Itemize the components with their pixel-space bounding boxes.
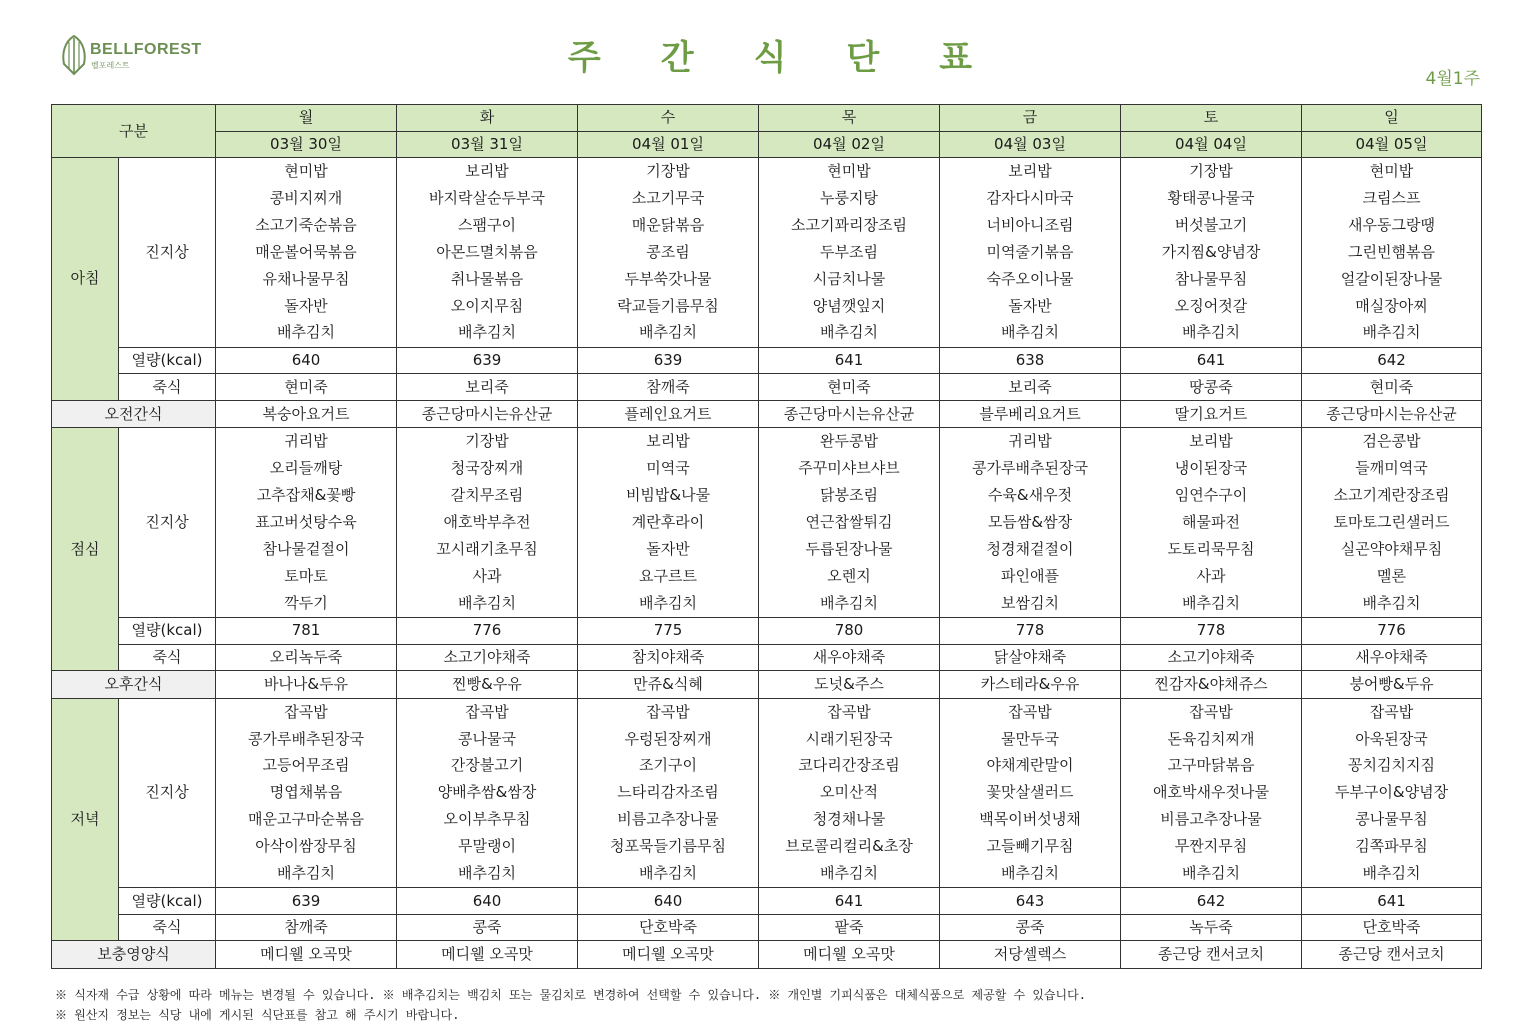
dinner-label: 저녁 <box>52 698 119 941</box>
menu-item: 고추잡채&꽃빵 <box>256 486 356 505</box>
menu-item: 귀리밥 <box>1008 432 1052 451</box>
menu-item: 오렌지 <box>827 566 871 585</box>
menu-item: 오징어젓갈 <box>1174 296 1248 315</box>
snack-item: 플레인요거트 <box>578 400 759 428</box>
menu-item: 고구마닭볶음 <box>1167 756 1255 775</box>
menu-item: 콩비지찌개 <box>269 188 343 207</box>
menu-item: 배추김치 <box>1362 863 1421 882</box>
porridge-value: 현미죽 <box>1302 374 1482 401</box>
menu-item: 가지찜&양념장 <box>1161 242 1261 261</box>
menu-item: 느타리감자조림 <box>617 783 719 802</box>
menu-item: 배추김치 <box>458 863 516 882</box>
calorie-value: 778 <box>940 617 1121 644</box>
table-row <box>52 671 1482 699</box>
menu-item: 계란후라이 <box>631 513 705 532</box>
day-header: 월 <box>216 105 397 132</box>
menu-item: 소고기죽순볶음 <box>255 215 357 234</box>
menu-item: 완두콩밥 <box>820 432 878 451</box>
menu-item: 잡곡밥 <box>1189 702 1233 721</box>
menu-item: 물만두국 <box>1001 729 1059 748</box>
menu-item: 청포묵들기름무침 <box>610 837 726 856</box>
menu-item: 배추김치 <box>1362 593 1421 612</box>
menu-item: 청국장찌개 <box>450 459 524 478</box>
breakfast-label: 아침 <box>52 158 119 401</box>
menu-item: 보쌈김치 <box>1001 593 1059 612</box>
menu-item: 미역줄기볶음 <box>986 242 1074 261</box>
menu-cell <box>397 698 578 888</box>
menu-item: 브로콜리컬리&초장 <box>785 837 913 856</box>
menu-item: 아몬드멸치볶음 <box>436 242 538 261</box>
menu-cell <box>216 158 397 348</box>
menu-item: 시금치나물 <box>812 269 886 288</box>
supplement-label: 보충영양식 <box>52 941 216 969</box>
porridge-value: 단호박죽 <box>578 914 759 941</box>
menu-item: 오이지무침 <box>450 296 524 315</box>
calorie-value: 639 <box>397 347 578 374</box>
calorie-value: 639 <box>578 347 759 374</box>
table-row <box>52 400 1482 428</box>
menu-cell <box>1121 428 1302 618</box>
menu-item: 보리밥 <box>646 432 690 451</box>
menu-item: 배추김치 <box>639 863 697 882</box>
snack-item: 종근당마시는유산균 <box>397 400 578 428</box>
snack-item: 블루베리요거트 <box>940 400 1121 428</box>
menu-item: 무짠지무침 <box>1174 837 1248 856</box>
menu-cell <box>940 428 1121 618</box>
menu-item: 두부조림 <box>820 242 878 261</box>
menu-item: 고등어무조림 <box>262 756 350 775</box>
porridge-value: 녹두죽 <box>1121 914 1302 941</box>
menu-item: 사과 <box>1196 566 1226 585</box>
menu-item: 돌자반 <box>1008 296 1052 315</box>
menu-item: 두부구이&양념장 <box>1334 783 1449 802</box>
menu-item: 깍두기 <box>284 593 328 612</box>
menu-item: 크림스프 <box>1362 188 1421 207</box>
table-row <box>52 914 1482 941</box>
menu-item: 콩가루배추된장국 <box>248 729 364 748</box>
snack-item: 붕어빵&두유 <box>1302 671 1482 699</box>
calorie-value: 641 <box>1302 888 1482 915</box>
table-row <box>52 941 1482 969</box>
brand-sub: 벨포레스트 <box>91 61 130 70</box>
menu-item: 얼갈이된장나물 <box>1340 269 1443 288</box>
calorie-value: 640 <box>397 888 578 915</box>
menu-item: 닭봉조림 <box>820 486 878 505</box>
menu-item: 잡곡밥 <box>284 702 328 721</box>
menu-item: 새우동그랑땡 <box>1348 215 1435 234</box>
menu-item: 멜론 <box>1377 566 1406 585</box>
menu-item: 보리밥 <box>1189 432 1233 451</box>
day-header: 목 <box>759 105 940 132</box>
menu-item: 백목이버섯냉채 <box>979 810 1081 829</box>
menu-item: 콩나물무침 <box>1355 810 1428 829</box>
menu-item: 요구르트 <box>639 566 697 585</box>
menu-item: 기장밥 <box>465 432 509 451</box>
notes <box>55 985 1495 1025</box>
menu-item: 보리밥 <box>465 162 509 181</box>
porridge-value: 소고기야채죽 <box>1121 644 1302 671</box>
menu-item: 두부쑥갓나물 <box>624 269 712 288</box>
week-label: 4월1주 <box>1425 69 1480 89</box>
calorie-label: 열량(kcal) <box>119 617 216 644</box>
snack-item: 종근당 캔서코치 <box>1302 941 1482 969</box>
menu-item: 검은콩밥 <box>1362 432 1421 451</box>
menu-cell <box>940 698 1121 888</box>
snack-item: 딸기요거트 <box>1121 400 1302 428</box>
menu-item: 간장불고기 <box>450 756 524 775</box>
menu-item: 너비아니조림 <box>986 215 1074 234</box>
menu-cell <box>1302 428 1482 618</box>
porridge-value: 참치야채죽 <box>578 644 759 671</box>
porridge-value: 팥죽 <box>759 914 940 941</box>
menu-item: 콩조림 <box>646 242 690 261</box>
menu-item: 코다리간장조림 <box>798 756 900 775</box>
porridge-value: 현미죽 <box>216 374 397 401</box>
porridge-value: 현미죽 <box>759 374 940 401</box>
porridge-value: 콩죽 <box>397 914 578 941</box>
menu-item: 꼬시래기초무침 <box>436 539 538 558</box>
am_snack-label: 오전간식 <box>52 400 216 428</box>
day-header: 일 <box>1302 105 1482 132</box>
menu-item: 잡곡밥 <box>1369 702 1414 721</box>
menu-item: 주꾸미샤브샤브 <box>798 459 900 478</box>
menu-cell <box>1302 698 1482 888</box>
snack-item: 찐감자&야채쥬스 <box>1121 671 1302 699</box>
date-header: 04월 05일 <box>1302 131 1482 158</box>
porridge-value: 콩죽 <box>940 914 1121 941</box>
menu-item: 해물파전 <box>1182 513 1240 532</box>
menu-item: 배추김치 <box>820 593 878 612</box>
menu-item: 황태콩나물국 <box>1167 188 1255 207</box>
day-header: 토 <box>1121 105 1302 132</box>
menu-cell <box>1121 698 1302 888</box>
calorie-value: 776 <box>397 617 578 644</box>
menu-item: 배추김치 <box>277 863 335 882</box>
table-row <box>52 888 1482 915</box>
snack-item: 종근당 캔서코치 <box>1121 941 1302 969</box>
snack-item: 메디웰 오곡맛 <box>216 941 397 969</box>
note-line: ※ 식자재 수급 상황에 따라 메뉴는 변경될 수 있습니다. ※ 배추김치는 백김치 또는 물김치로 변경하여 선택할 수 있습니다. ※ 개인별 기피식품은 대체식품으로 제공할 수 있습니다. <box>55 988 1086 1002</box>
menu-item: 오미산적 <box>820 783 878 802</box>
menu-item: 유채나물무침 <box>262 269 350 288</box>
porridge-value: 보리죽 <box>397 374 578 401</box>
menu-item: 미역국 <box>646 459 690 478</box>
menu-item: 양념깻잎지 <box>812 296 886 315</box>
calorie-label: 열량(kcal) <box>119 888 216 915</box>
menu-item: 애호박새우젓나물 <box>1153 783 1269 802</box>
menu-item: 매운볼어묵볶음 <box>255 242 357 261</box>
table-row <box>52 617 1482 644</box>
menu-item: 김쪽파무침 <box>1355 837 1428 856</box>
menu-item: 수육&새우젓 <box>987 486 1073 505</box>
menu-item: 두릅된장나물 <box>805 539 893 558</box>
menu-item: 매운고구마순볶음 <box>248 810 364 829</box>
porridge-label: 죽식 <box>119 374 216 401</box>
menu-item: 갈치무조림 <box>450 486 524 505</box>
menu-cell <box>940 158 1121 348</box>
menu-item: 숙주오이나물 <box>986 269 1074 288</box>
menu-item: 배추김치 <box>1001 323 1059 342</box>
menu-item: 돌자반 <box>646 539 690 558</box>
date-header: 04월 02일 <box>759 131 940 158</box>
calorie-value: 640 <box>578 888 759 915</box>
menu-item: 기장밥 <box>1189 162 1233 181</box>
menu-item: 도토리묵무침 <box>1167 539 1255 558</box>
menu-item: 락교들기름무침 <box>617 296 719 315</box>
calorie-value: 642 <box>1121 888 1302 915</box>
porridge-value: 오리녹두죽 <box>216 644 397 671</box>
menu-item: 아삭이쌈장무침 <box>255 837 357 856</box>
snack-item: 도넛&주스 <box>759 671 940 699</box>
menu-item: 콩나물국 <box>458 729 516 748</box>
menu-item: 보리밥 <box>1008 162 1052 181</box>
pm_snack-label: 오후간식 <box>52 671 216 699</box>
weekly-menu-table <box>51 104 1482 969</box>
table-row <box>52 698 1482 888</box>
menu-item: 꽃맛살샐러드 <box>986 783 1074 802</box>
menu-cell <box>578 158 759 348</box>
menu-item: 청경채겉절이 <box>986 539 1074 558</box>
menu-item: 오이부추무침 <box>443 810 531 829</box>
calorie-value: 778 <box>1121 617 1302 644</box>
snack-item: 저당셀렉스 <box>940 941 1121 969</box>
menu-cell <box>759 698 940 888</box>
calorie-value: 780 <box>759 617 940 644</box>
porridge-value: 단호박죽 <box>1302 914 1482 941</box>
menu-item: 현미밥 <box>1369 162 1414 181</box>
calorie-value: 643 <box>940 888 1121 915</box>
table-row <box>52 347 1482 374</box>
menu-item: 청경채나물 <box>812 810 886 829</box>
calorie-value: 642 <box>1302 347 1482 374</box>
menu-item: 비름고추장나물 <box>1160 810 1262 829</box>
date-header: 03월 30일 <box>216 131 397 158</box>
day-header: 수 <box>578 105 759 132</box>
menu-item: 무말랭이 <box>458 837 516 856</box>
calorie-value: 641 <box>759 347 940 374</box>
menu-item: 배추김치 <box>1001 863 1059 882</box>
date-header: 04월 04일 <box>1121 131 1302 158</box>
menu-item: 귀리밥 <box>284 432 328 451</box>
menu-item: 꽁치김치지짐 <box>1348 756 1435 775</box>
table-row <box>52 644 1482 671</box>
menu-item: 기장밥 <box>646 162 690 181</box>
menu-item: 현미밥 <box>284 162 328 181</box>
calorie-value: 638 <box>940 347 1121 374</box>
menu-item: 매실장아찌 <box>1355 296 1428 315</box>
snack-item: 메디웰 오곡맛 <box>397 941 578 969</box>
menu-item: 배추김치 <box>1182 593 1240 612</box>
calorie-value: 641 <box>1121 347 1302 374</box>
menu-item: 사과 <box>472 566 502 585</box>
menu-item: 배추김치 <box>277 323 335 342</box>
menu-item: 배추김치 <box>1362 323 1421 342</box>
calorie-value: 776 <box>1302 617 1482 644</box>
porridge-label: 죽식 <box>119 644 216 671</box>
porridge-value: 땅콩죽 <box>1121 374 1302 401</box>
snack-item: 메디웰 오곡맛 <box>759 941 940 969</box>
menu-item: 배추김치 <box>820 863 878 882</box>
menu-item: 취나물볶음 <box>450 269 524 288</box>
menu-item: 배추김치 <box>458 323 516 342</box>
porridge-value: 닭살야채죽 <box>940 644 1121 671</box>
calorie-value: 641 <box>759 888 940 915</box>
menu-item: 매운닭볶음 <box>631 215 705 234</box>
menu-cell <box>397 428 578 618</box>
snack-item: 종근당마시는유산균 <box>1302 400 1482 428</box>
menu-cell <box>578 698 759 888</box>
menu-item: 누룽지탕 <box>820 188 878 207</box>
calorie-value: 639 <box>216 888 397 915</box>
main-course-label: 진지상 <box>119 158 216 348</box>
menu-item: 연근찹쌀튀김 <box>805 513 893 532</box>
brand-name: BELLFOREST <box>90 41 202 58</box>
table-row <box>52 131 1482 158</box>
menu-item: 소고기계란장조림 <box>1333 486 1450 505</box>
menu-item: 콩가루배추된장국 <box>972 459 1088 478</box>
menu-item: 잡곡밥 <box>646 702 690 721</box>
menu-item: 배추김치 <box>639 323 697 342</box>
menu-cell <box>397 158 578 348</box>
menu-item: 파인애플 <box>1001 566 1059 585</box>
date-header: 04월 03일 <box>940 131 1121 158</box>
menu-item: 참나물무침 <box>1174 269 1248 288</box>
note-line: ※ 원산지 정보는 식당 내에 게시된 식단표를 참고 해 주시기 바랍니다. <box>55 1008 460 1022</box>
menu-cell <box>216 428 397 618</box>
menu-item: 스팸구이 <box>458 215 516 234</box>
menu-item: 버섯불고기 <box>1174 215 1248 234</box>
menu-item: 현미밥 <box>827 162 871 181</box>
menu-item: 그린빈햄볶음 <box>1348 242 1435 261</box>
lunch-label: 점심 <box>52 428 119 671</box>
menu-cell <box>578 428 759 618</box>
day-header: 금 <box>940 105 1121 132</box>
menu-item: 배추김치 <box>1182 863 1240 882</box>
snack-item: 복숭아요거트 <box>216 400 397 428</box>
menu-cell <box>759 428 940 618</box>
menu-item: 잡곡밥 <box>465 702 509 721</box>
snack-item: 만쥬&식혜 <box>578 671 759 699</box>
menu-item: 양배추쌈&쌈장 <box>437 783 537 802</box>
menu-item: 잡곡밥 <box>1008 702 1052 721</box>
menu-item: 애호박부추전 <box>443 513 531 532</box>
category-header: 구분 <box>52 105 216 158</box>
bellforest-logo <box>60 34 220 78</box>
menu-cell <box>216 698 397 888</box>
date-header: 04월 01일 <box>578 131 759 158</box>
table-row <box>52 374 1482 401</box>
menu-item: 토마토 <box>284 566 328 585</box>
menu-item: 조기구이 <box>639 756 697 775</box>
menu-item: 실곤약야채무침 <box>1340 539 1443 558</box>
menu-item: 비빔밥&나물 <box>625 486 711 505</box>
menu-item: 모듬쌈&쌈장 <box>987 513 1073 532</box>
main-course-label: 진지상 <box>119 428 216 618</box>
porridge-value: 참깨죽 <box>578 374 759 401</box>
menu-item: 오리들깨탕 <box>269 459 343 478</box>
menu-item: 소고기무국 <box>631 188 705 207</box>
calorie-value: 640 <box>216 347 397 374</box>
menu-item: 소고기꽈리장조림 <box>791 215 907 234</box>
snack-item: 종근당마시는유산균 <box>759 400 940 428</box>
menu-item: 배추김치 <box>639 593 697 612</box>
snack-item: 카스테라&우유 <box>940 671 1121 699</box>
menu-item: 돈육김치찌개 <box>1167 729 1255 748</box>
menu-item: 냉이된장국 <box>1174 459 1248 478</box>
table-row <box>52 428 1482 618</box>
menu-item: 들깨미역국 <box>1355 459 1428 478</box>
porridge-label: 죽식 <box>119 914 216 941</box>
menu-item: 참나물겉절이 <box>262 539 350 558</box>
menu-item: 임연수구이 <box>1174 486 1248 505</box>
menu-item: 비름고추장나물 <box>617 810 719 829</box>
page-title: 주간식단표 <box>567 38 1033 78</box>
menu-item: 토마토그린샐러드 <box>1333 513 1450 532</box>
porridge-value: 새우야채죽 <box>1302 644 1482 671</box>
menu-cell <box>759 158 940 348</box>
menu-item: 돌자반 <box>284 296 328 315</box>
menu-cell <box>1121 158 1302 348</box>
menu-item: 바지락살순두부국 <box>429 188 545 207</box>
menu-item: 배추김치 <box>820 323 878 342</box>
table-row <box>52 105 1482 132</box>
menu-item: 감자다시마국 <box>986 188 1074 207</box>
snack-item: 찐빵&우유 <box>397 671 578 699</box>
porridge-value: 새우야채죽 <box>759 644 940 671</box>
tree-logo-icon <box>60 34 88 78</box>
porridge-value: 참깨죽 <box>216 914 397 941</box>
table-row <box>52 158 1482 348</box>
menu-item: 잡곡밥 <box>827 702 871 721</box>
menu-item: 배추김치 <box>458 593 516 612</box>
menu-item: 배추김치 <box>1182 323 1240 342</box>
menu-item: 아욱된장국 <box>1355 729 1428 748</box>
menu-item: 고들빼기무침 <box>986 837 1074 856</box>
menu-item: 우렁된장찌개 <box>624 729 712 748</box>
porridge-value: 보리죽 <box>940 374 1121 401</box>
menu-item: 표고버섯탕수육 <box>255 513 357 532</box>
menu-item: 명엽채볶음 <box>269 783 343 802</box>
menu-item: 시래기된장국 <box>805 729 893 748</box>
snack-item: 바나나&두유 <box>216 671 397 699</box>
calorie-value: 775 <box>578 617 759 644</box>
main-course-label: 진지상 <box>119 698 216 888</box>
day-header: 화 <box>397 105 578 132</box>
calorie-label: 열량(kcal) <box>119 347 216 374</box>
porridge-value: 소고기야채죽 <box>397 644 578 671</box>
calorie-value: 781 <box>216 617 397 644</box>
date-header: 03월 31일 <box>397 131 578 158</box>
snack-item: 메디웰 오곡맛 <box>578 941 759 969</box>
menu-cell <box>1302 158 1482 348</box>
menu-item: 야채계란말이 <box>986 756 1074 775</box>
